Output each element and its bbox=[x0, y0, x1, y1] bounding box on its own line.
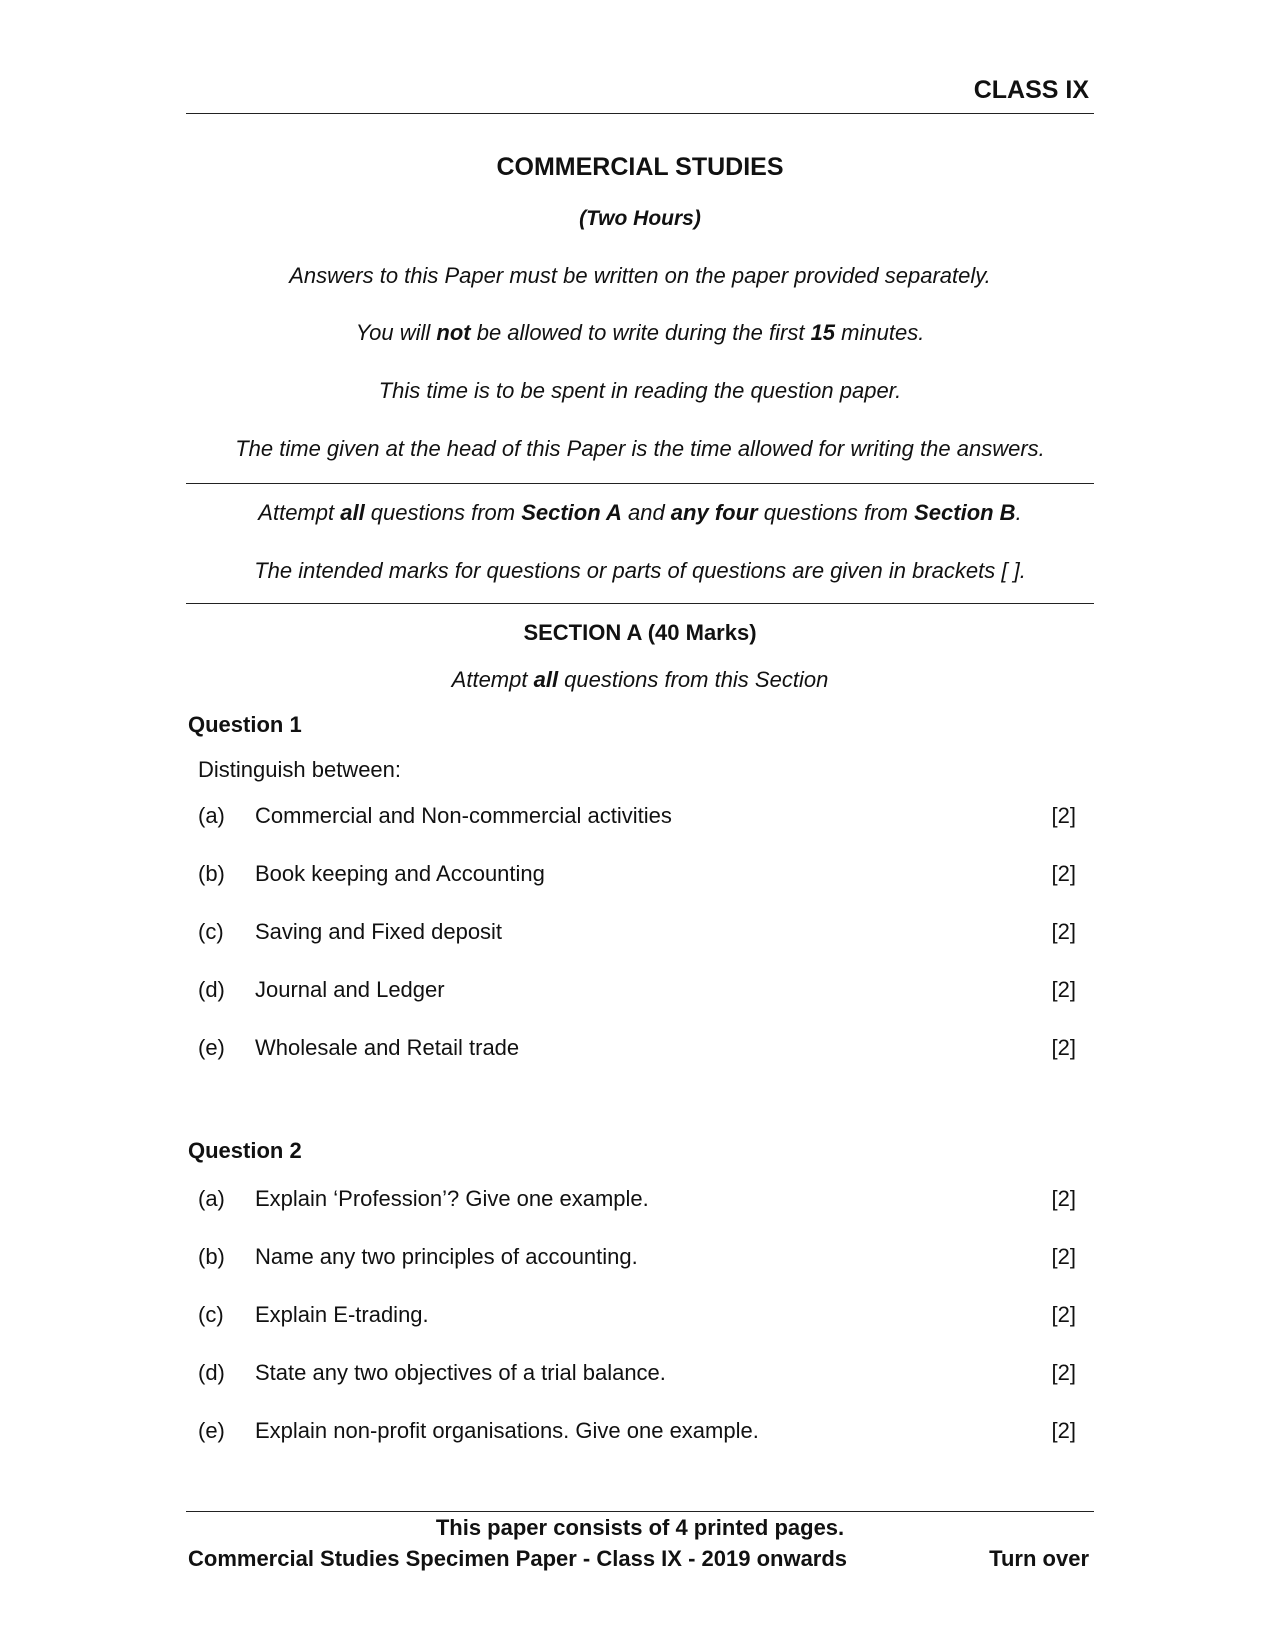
footer-page-count: This paper consists of 4 printed pages. bbox=[435, 1515, 845, 1540]
part-text: Book keeping and Accounting bbox=[255, 861, 545, 886]
instruction-3: This time is to be spent in reading the question paper. bbox=[378, 378, 902, 403]
instruction-5-i: . bbox=[1015, 500, 1022, 525]
part-text: Explain non-profit organisations. Give one example. bbox=[255, 1418, 759, 1443]
section-a-sub-a: Attempt bbox=[451, 667, 534, 692]
footer-rule bbox=[186, 1511, 1094, 1512]
question-1-part bbox=[198, 919, 1076, 949]
part-marks: [2] bbox=[1051, 1035, 1076, 1060]
part-label: (d) bbox=[198, 1360, 225, 1385]
part-marks: [2] bbox=[1051, 1360, 1076, 1385]
part-marks: [2] bbox=[1051, 1244, 1076, 1269]
part-label: (a) bbox=[198, 803, 225, 828]
instructions-rule-bottom bbox=[186, 603, 1094, 604]
instruction-2 bbox=[186, 320, 1094, 346]
part-text: Wholesale and Retail trade bbox=[255, 1035, 520, 1060]
instruction-5-section-a: Section A bbox=[521, 500, 622, 525]
question-2-part bbox=[198, 1186, 1076, 1216]
instruction-5-a: Attempt bbox=[258, 500, 341, 525]
section-a-sub-all: all bbox=[533, 667, 559, 692]
part-marks: [2] bbox=[1051, 861, 1076, 886]
question-2-part bbox=[198, 1360, 1076, 1390]
part-marks: [2] bbox=[1051, 1418, 1076, 1443]
part-label: (d) bbox=[198, 977, 225, 1002]
part-label: (c) bbox=[198, 1302, 224, 1327]
header-rule bbox=[186, 113, 1094, 114]
paper-title: COMMERCIAL STUDIES bbox=[496, 153, 784, 181]
part-marks: [2] bbox=[1051, 919, 1076, 944]
question-2-part bbox=[198, 1302, 1076, 1332]
instruction-1: Answers to this Paper must be written on the paper provided separately. bbox=[289, 263, 991, 288]
part-text: Saving and Fixed deposit bbox=[255, 919, 503, 944]
part-text: Explain ‘Profession’? Give one example. bbox=[255, 1186, 649, 1211]
instruction-5-g: questions from bbox=[757, 500, 915, 525]
part-text: Name any two principles of accounting. bbox=[255, 1244, 638, 1269]
section-a-subheading bbox=[186, 667, 1094, 693]
part-text: Commercial and Non-commercial activities bbox=[255, 803, 672, 828]
instruction-5-e: and bbox=[621, 500, 671, 525]
instruction-2-not: not bbox=[436, 320, 471, 345]
section-a-sub-c: questions from this Section bbox=[558, 667, 829, 692]
part-marks: [2] bbox=[1051, 1302, 1076, 1327]
instruction-5-section-b: Section B bbox=[914, 500, 1016, 525]
question-1-part bbox=[198, 861, 1076, 891]
instruction-6: The intended marks for questions or parts of questions are given in brackets [ ]. bbox=[254, 558, 1026, 583]
footer-paper-name: Commercial Studies Specimen Paper - Class IX - 2019 onwards bbox=[188, 1546, 848, 1571]
question-2-part bbox=[198, 1244, 1076, 1274]
instructions-rule-top bbox=[186, 483, 1094, 484]
part-text: Explain E-trading. bbox=[255, 1302, 429, 1327]
question-1-title: Question 1 bbox=[188, 712, 302, 737]
question-1-part bbox=[198, 803, 1076, 833]
paper-duration: (Two Hours) bbox=[579, 207, 701, 230]
section-a-heading: SECTION A (40 Marks) bbox=[523, 620, 757, 645]
question-2-title: Question 2 bbox=[188, 1138, 302, 1163]
part-text: Journal and Ledger bbox=[255, 977, 445, 1002]
part-label: (b) bbox=[198, 861, 225, 886]
instruction-5-any-four: any four bbox=[670, 500, 758, 525]
part-label: (b) bbox=[198, 1244, 225, 1269]
instruction-2-e: minutes. bbox=[835, 320, 925, 345]
part-marks: [2] bbox=[1051, 977, 1076, 1002]
class-label: CLASS IX bbox=[973, 76, 1089, 104]
part-label: (c) bbox=[198, 919, 224, 944]
part-label: (e) bbox=[198, 1418, 225, 1443]
instruction-2-minutes: 15 bbox=[810, 320, 836, 345]
part-label: (e) bbox=[198, 1035, 225, 1060]
instruction-2-a: You will bbox=[355, 320, 437, 345]
part-marks: [2] bbox=[1051, 1186, 1076, 1211]
question-1-part bbox=[198, 1035, 1076, 1065]
instruction-5-c: questions from bbox=[364, 500, 522, 525]
part-text: State any two objectives of a trial balance. bbox=[255, 1360, 666, 1385]
footer-turn-over: Turn over bbox=[989, 1546, 1089, 1571]
question-1-part bbox=[198, 977, 1076, 1007]
question-2-part bbox=[198, 1418, 1076, 1448]
part-label: (a) bbox=[198, 1186, 225, 1211]
instruction-4: The time given at the head of this Paper is the time allowed for writing the answers. bbox=[235, 436, 1045, 461]
question-1-intro: Distinguish between: bbox=[198, 757, 402, 782]
instruction-5-all: all bbox=[340, 500, 365, 525]
instruction-2-c: be allowed to write during the first bbox=[470, 320, 811, 345]
instruction-5 bbox=[186, 500, 1094, 526]
part-marks: [2] bbox=[1051, 803, 1076, 828]
